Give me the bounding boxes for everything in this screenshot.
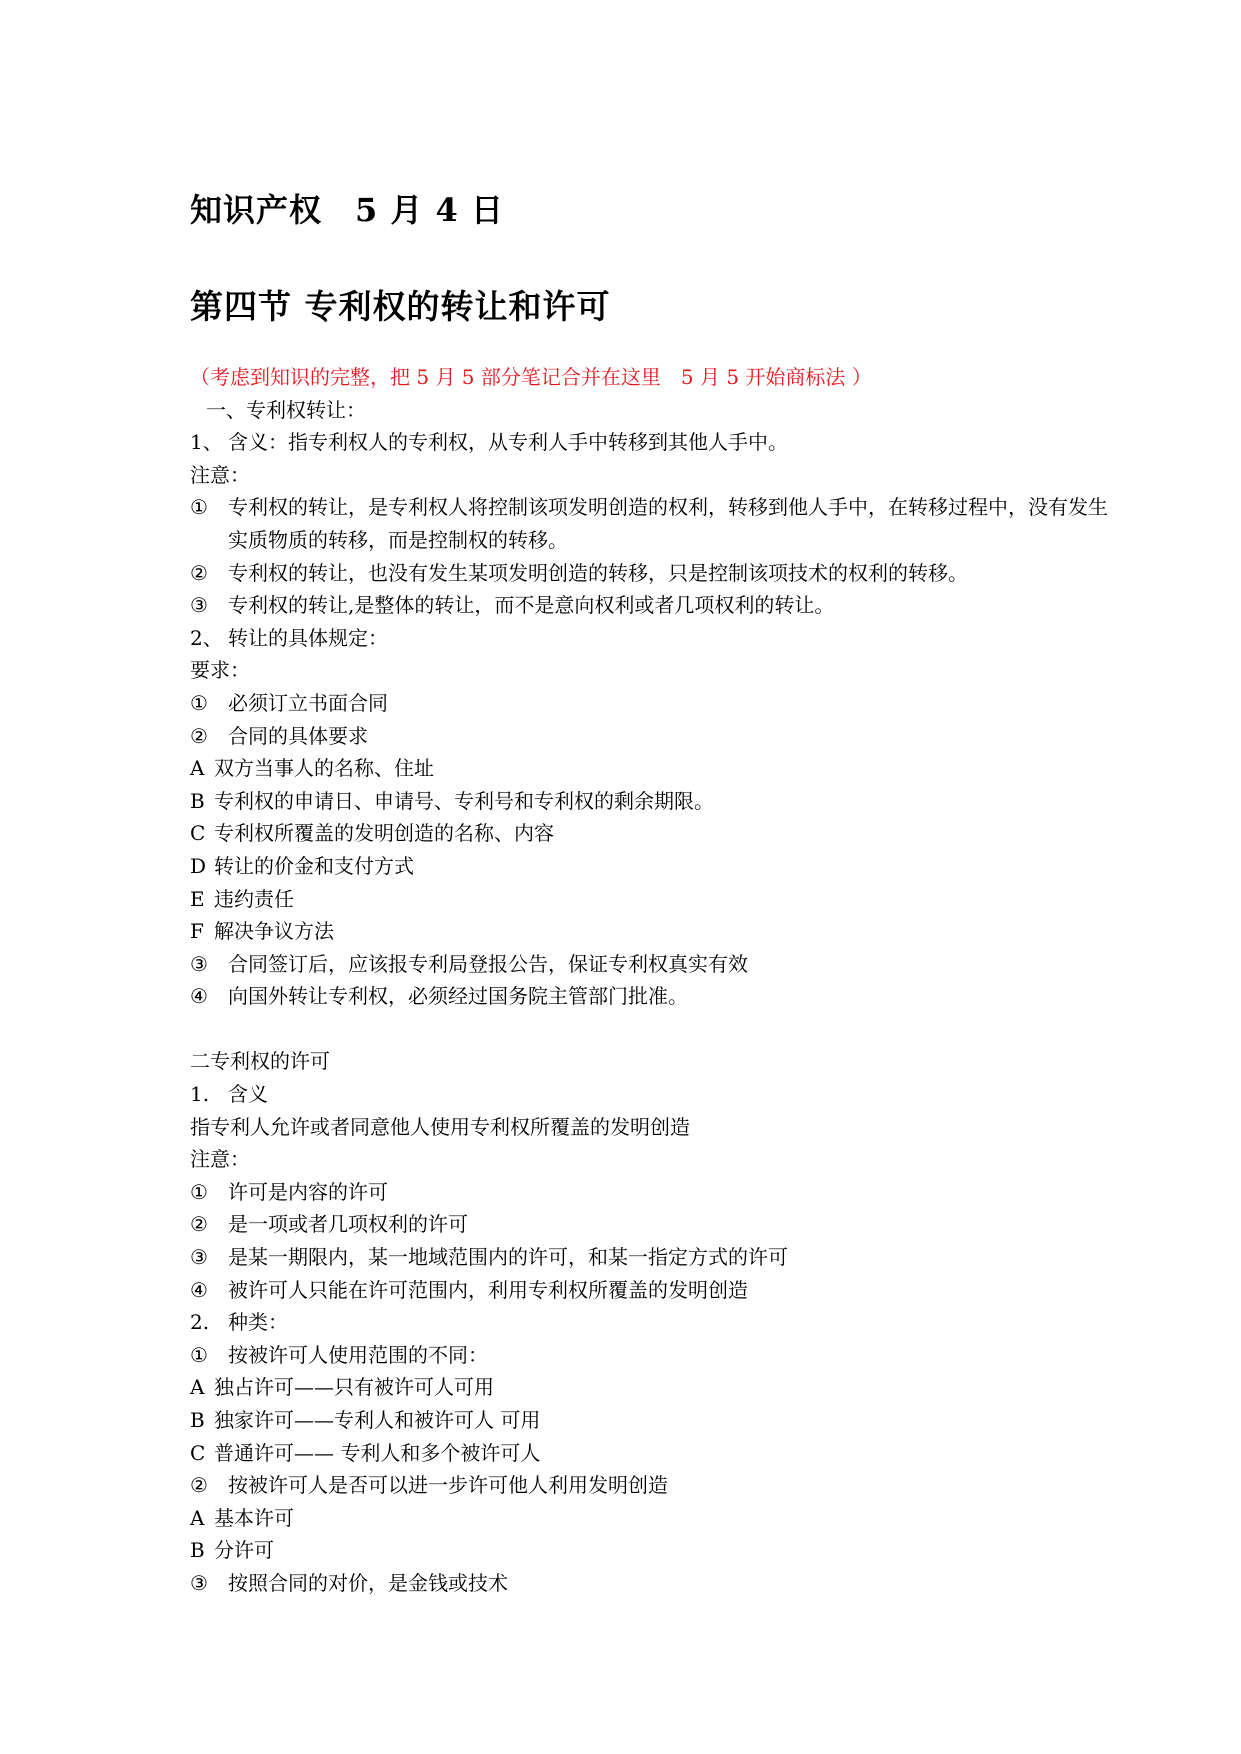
lettered-item-text: 违约责任 xyxy=(214,886,294,911)
rules-text: 转让的具体规定： xyxy=(228,625,388,650)
item-letter: C xyxy=(190,821,206,846)
item-letter: C xyxy=(190,1440,206,1465)
lettered-item xyxy=(190,752,1110,785)
lettered-item-text: 基本许可 xyxy=(214,1505,294,1530)
definition-text: 含义：指专利权人的专利权，从专利人手中转移到其他人手中。 xyxy=(228,430,788,455)
lettered-item-text: 专利权的申请日、申请号、专利号和专利权的剩余期限。 xyxy=(214,788,714,813)
circled-number: ① xyxy=(190,495,208,520)
item-letter: B xyxy=(190,1408,205,1432)
list-number: 2. xyxy=(190,1310,210,1335)
kinds-label: 种类： xyxy=(228,1310,288,1335)
list-item-text: 按被许可人是否可以进一步许可他人利用发明创造 xyxy=(228,1473,668,1498)
item-letter: F xyxy=(190,919,204,944)
circled-number: ③ xyxy=(190,1245,208,1270)
list-item-text: 专利权的转让，也没有发生某项发明创造的转移，只是控制该项技术的权利的转移。 xyxy=(228,560,968,585)
lettered-item xyxy=(190,1437,1110,1470)
list-item xyxy=(190,557,1110,590)
lettered-item xyxy=(190,1534,1110,1567)
list-item xyxy=(190,1208,1110,1241)
list-item-text: 专利权的转让，是专利权人将控制该项发明创造的权利，转移到他人手中，在转移过程中，没有发生实质物质的转移，而是控制权的转移。 xyxy=(228,495,1108,552)
lettered-item-text: 转让的价金和支付方式 xyxy=(214,853,414,878)
part1-definition xyxy=(190,426,1110,459)
list-item-text: 按照合同的对价，是金钱或技术 xyxy=(228,1570,508,1595)
list-item-text: 合同的具体要求 xyxy=(228,723,368,748)
item-letter: B xyxy=(190,1538,205,1563)
attention-label: 注意： xyxy=(190,462,250,487)
red-note: （考虑到知识的完整，把 5 月 5 部分笔记合并在这里 5 月 5 开始商标法 ） xyxy=(190,365,872,389)
list-item-text: 专利权的转让,是整体的转让，而不是意向权利或者几项权利的转让。 xyxy=(228,593,835,618)
list-item-text: 是某一期限内，某一地域范围内的许可，和某一指定方式的许可 xyxy=(228,1245,788,1270)
part2-definition-label xyxy=(190,1078,1110,1111)
circled-number: ③ xyxy=(190,951,208,976)
section-title: 第四节 专利权的转让和许可 xyxy=(190,287,611,326)
list-number: 2、 xyxy=(190,625,223,650)
item-letter: D xyxy=(190,853,207,878)
list-item xyxy=(190,589,1110,622)
list-number: 1. xyxy=(190,1082,210,1107)
circled-number: ① xyxy=(190,1179,208,1204)
list-item-text: 向国外转让专利权，必须经过国务院主管部门批准。 xyxy=(228,984,688,1009)
spacer xyxy=(190,1013,1110,1046)
list-item xyxy=(190,980,1110,1013)
lettered-item-text: 普通许可—— 专利人和多个被许可人 xyxy=(214,1440,541,1465)
definition-label: 含义 xyxy=(228,1082,268,1107)
list-item xyxy=(190,948,1110,981)
circled-number: ① xyxy=(190,1342,208,1367)
item-letter: A xyxy=(190,756,205,781)
list-item-text: 被许可人只能在许可范围内，利用专利权所覆盖的发明创造 xyxy=(228,1277,748,1302)
document-title: 知识产权 5 月 4 日 xyxy=(190,191,504,229)
lettered-item xyxy=(190,817,1110,850)
circled-number: ② xyxy=(190,1473,208,1498)
list-item xyxy=(190,720,1110,753)
item-letter: E xyxy=(190,886,205,911)
list-item-text: 是一项或者几项权利的许可 xyxy=(228,1212,468,1237)
part1-heading: 一、专利权转让： xyxy=(206,397,366,422)
definition-text: 指专利人允许或者同意他人使用专利权所覆盖的发明创造 xyxy=(190,1114,690,1139)
circled-number: ② xyxy=(190,1212,208,1237)
item-letter: A xyxy=(190,1505,205,1530)
lettered-item xyxy=(190,850,1110,883)
list-item-text: 合同签订后，应该报专利局登报公告，保证专利权真实有效 xyxy=(228,951,748,976)
lettered-item xyxy=(190,785,1110,818)
lettered-item-text: 分许可 xyxy=(214,1538,274,1563)
list-item-text: 必须订立书面合同 xyxy=(228,690,388,715)
document-body xyxy=(190,361,1110,1600)
list-item xyxy=(190,1567,1110,1600)
part2-heading: 二专利权的许可 xyxy=(190,1049,330,1074)
list-item xyxy=(190,1274,1110,1307)
requirement-label: 要求： xyxy=(190,658,250,683)
circled-number: ① xyxy=(190,690,208,715)
list-item xyxy=(190,1176,1110,1209)
lettered-item xyxy=(190,1404,1110,1437)
item-letter: A xyxy=(190,1375,205,1400)
circled-number: ④ xyxy=(190,984,208,1009)
list-item xyxy=(190,1339,1110,1372)
list-item-text: 按被许可人使用范围的不同： xyxy=(228,1342,488,1367)
lettered-item-text: 专利权所覆盖的发明创造的名称、内容 xyxy=(214,821,554,846)
item-letter: B xyxy=(190,788,205,813)
lettered-item xyxy=(190,1502,1110,1535)
list-item-text: 许可是内容的许可 xyxy=(228,1179,388,1204)
part1-rules xyxy=(190,622,1110,655)
attention-label: 注意： xyxy=(190,1147,250,1172)
list-item xyxy=(190,491,1110,556)
lettered-item-text: 双方当事人的名称、住址 xyxy=(214,756,434,781)
list-item xyxy=(190,1241,1110,1274)
circled-number: ④ xyxy=(190,1277,208,1302)
lettered-item xyxy=(190,915,1110,948)
part2-kinds-label xyxy=(190,1306,1110,1339)
list-number: 1、 xyxy=(190,430,223,455)
lettered-item-text: 解决争议方法 xyxy=(214,919,334,944)
lettered-item-text: 独占许可——只有被许可人可用 xyxy=(214,1375,494,1400)
lettered-item xyxy=(190,883,1110,916)
list-item xyxy=(190,687,1110,720)
list-item xyxy=(190,1469,1110,1502)
circled-number: ② xyxy=(190,560,208,585)
circled-number: ② xyxy=(190,723,208,748)
lettered-item xyxy=(190,1371,1110,1404)
circled-number: ③ xyxy=(190,593,208,618)
circled-number: ③ xyxy=(190,1570,208,1595)
lettered-item-text: 独家许可——专利人和被许可人 可用 xyxy=(214,1408,541,1432)
